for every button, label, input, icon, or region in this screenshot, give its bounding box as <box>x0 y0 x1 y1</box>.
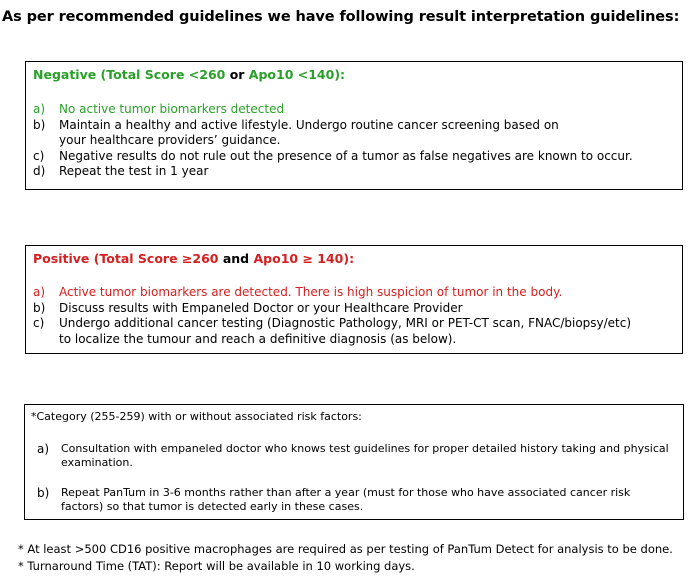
positive-list <box>33 285 631 347</box>
list-text: Negative results do not rule out the presence of a tumor as false negatives are known to occur. <box>59 148 633 163</box>
list-item <box>33 164 633 180</box>
positive-title-part1: Positive (Total Score ≥260 <box>33 251 223 266</box>
footnotes <box>18 541 673 575</box>
list-item <box>33 301 631 317</box>
positive-title-part2: Apo10 ≥ 140): <box>249 251 355 266</box>
list-text: Maintain a healthy and active lifestyle. Undergo routine cancer screening based on <box>59 117 559 132</box>
negative-title-or: or <box>229 67 245 82</box>
list-text: Undergo additional cancer testing (Diagnostic Pathology, MRI or PET-CT scan, FNAC/biopsy/etc) <box>59 316 632 330</box>
negative-list <box>33 102 633 180</box>
category-box <box>24 404 684 520</box>
list-text-continued: your healthcare providers’ guidance. <box>59 133 281 147</box>
page-heading: As per recommended guidelines we have following result interpretation guidelines: <box>2 9 680 25</box>
list-item <box>33 102 633 118</box>
list-text: Consultation with empaneled doctor who knows test guidelines for proper detailed history taking and physical examination. <box>61 442 669 469</box>
list-marker: a) <box>33 285 46 299</box>
list-marker: c) <box>33 148 45 163</box>
negative-result-box <box>25 61 683 190</box>
list-text: Repeat the test in 1 year <box>59 164 209 178</box>
negative-title-part1: Negative (Total Score <260 <box>33 67 230 82</box>
list-marker: c) <box>33 316 45 330</box>
list-marker: a) <box>33 102 46 116</box>
list-text: Discuss results with Empaneled Doctor or your Healthcare Provider <box>59 300 463 315</box>
list-item <box>33 149 633 165</box>
list-marker: b) <box>33 300 46 315</box>
category-title: *Category (255-259) with or without associated risk factors: <box>31 410 362 423</box>
list-marker: b) <box>37 486 50 500</box>
list-text: Repeat PanTum in 3-6 months rather than after a year (must for those who have associated cancer risk factors) so that tumor is detected early in these cases. <box>61 486 631 513</box>
list-text: No active tumor biomarkers detected <box>59 102 285 116</box>
list-item <box>33 118 633 149</box>
list-item <box>33 285 631 301</box>
list-marker: b) <box>33 117 46 132</box>
list-marker: a) <box>37 442 50 456</box>
positive-title <box>33 251 354 266</box>
negative-title <box>33 67 345 82</box>
footnote: * Turnaround Time (TAT): Report will be available in 10 working days. <box>18 559 415 573</box>
positive-title-and: and <box>222 251 250 266</box>
list-text-continued: to localize the tumour and reach a definitive diagnosis (as below). <box>59 331 457 346</box>
list-item <box>33 316 631 347</box>
positive-result-box <box>25 245 683 354</box>
negative-title-part2: Apo10 <140): <box>244 67 346 82</box>
footnote: * At least >500 CD16 positive macrophages are required as per testing of PanTum Detect for analysis to be done. <box>18 542 673 556</box>
list-marker: d) <box>33 164 46 178</box>
list-text: Active tumor biomarkers are detected. There is high suspicion of tumor in the body. <box>59 285 563 299</box>
